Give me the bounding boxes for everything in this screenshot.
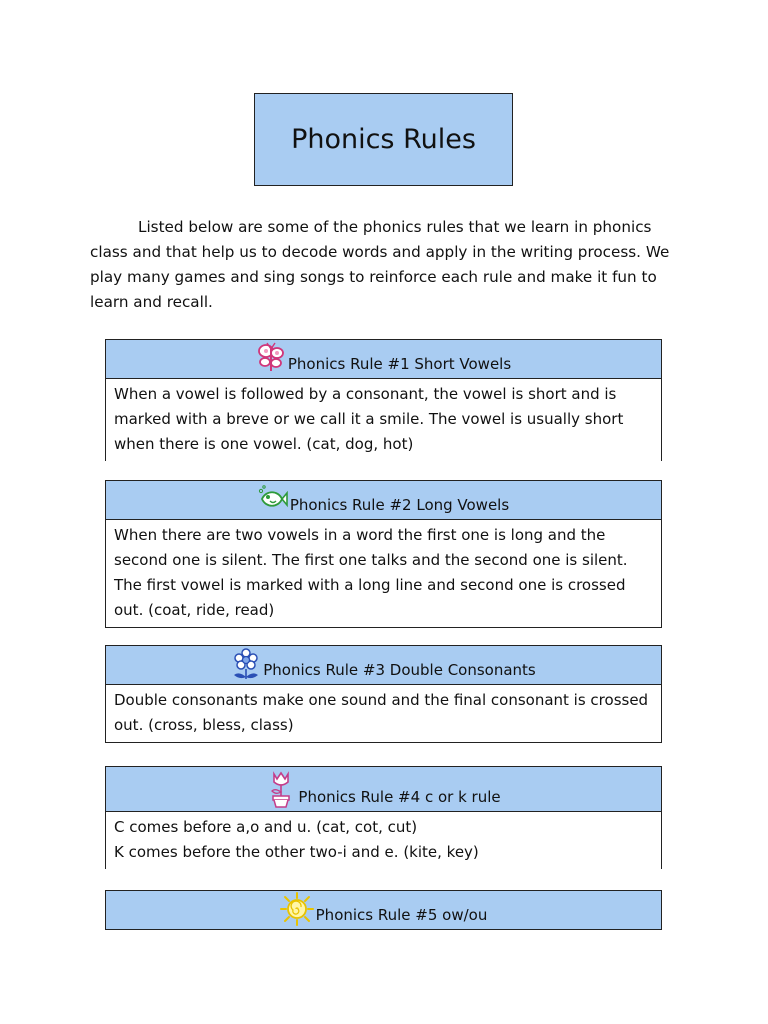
butterfly-icon	[256, 341, 286, 375]
rule-1-body	[105, 379, 662, 461]
rule-2-text: When there are two vowels in a word the first one is long and the second one is silent. The first one talks and the second one is silent. The first vowel is marked with a long line and second one is crossed out. (coat, ride, read)	[114, 526, 628, 619]
title-box	[254, 93, 513, 186]
rule-4-header	[105, 766, 662, 812]
page-title: Phonics Rules	[291, 124, 476, 155]
fish-icon	[258, 482, 288, 516]
rule-1-heading: Phonics Rule #1 Short Vowels	[287, 355, 512, 373]
rule-3	[105, 645, 662, 743]
rule-4-line-1: C comes before a,o and u. (cat, cot, cut)	[114, 818, 418, 836]
rule-4-heading: Phonics Rule #4 c or k rule	[298, 788, 501, 806]
rule-2-header	[105, 480, 662, 520]
rule-3-header	[105, 645, 662, 685]
sun-icon	[280, 892, 314, 926]
rule-4-line-2: K comes before the other two-i and e. (kite, key)	[114, 843, 479, 861]
rule-2-heading: Phonics Rule #2 Long Vowels	[289, 496, 510, 514]
rule-5-header	[105, 890, 662, 930]
rule-1-text: When a vowel is followed by a consonant, the vowel is short and is marked with a breve or we call it a smile. The vowel is usually short when there is one vowel. (cat, dog, hot)	[114, 385, 624, 453]
rule-1	[105, 339, 662, 461]
flower-icon	[231, 647, 261, 681]
rule-2-body	[105, 520, 662, 628]
rule-2	[105, 480, 662, 628]
rule-4	[105, 766, 662, 869]
intro-text: Listed below are some of the phonics rules that we learn in phonics class and that help us to decode words and apply in the writing process. We play many games and sing songs to reinforce each rule and make it fun to learn and recall.	[90, 218, 670, 311]
rule-3-text: Double consonants make one sound and the final consonant is crossed out. (cross, bless, class)	[114, 691, 649, 734]
rule-3-heading: Phonics Rule #3 Double Consonants	[263, 661, 536, 679]
rule-4-body	[105, 812, 662, 869]
intro-paragraph	[90, 215, 690, 315]
rule-5-heading: Phonics Rule #5 ow/ou	[315, 906, 488, 924]
tulip-pot-icon	[266, 770, 296, 808]
rule-5	[105, 890, 662, 930]
rule-1-header	[105, 339, 662, 379]
rule-3-body	[105, 685, 662, 743]
